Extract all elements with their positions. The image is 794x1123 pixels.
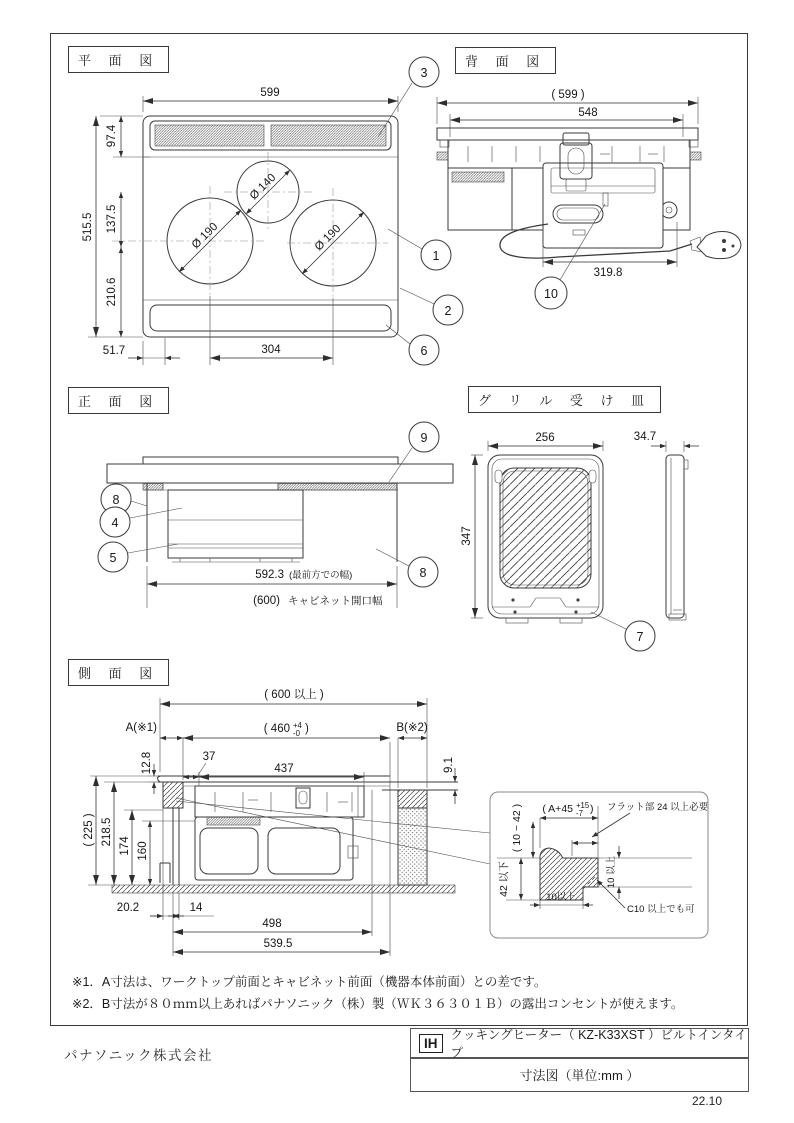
dim-304: 304	[261, 344, 281, 356]
callout-7-number: 7	[636, 630, 644, 644]
dim-a45: ( A+45	[542, 803, 573, 815]
dim-14: 14	[189, 902, 203, 914]
dim-347-depth: 34.7	[633, 431, 657, 443]
callout-8-number: 8	[112, 493, 120, 507]
grill-tray-view	[461, 431, 699, 651]
dim-460-close: )	[305, 723, 309, 735]
dim-dia140: Ø 140	[247, 171, 279, 203]
dim-10min-v: 10 以上	[606, 855, 617, 889]
plan-view	[82, 57, 463, 365]
callout-4-number: 4	[111, 516, 119, 530]
dim-225: ( 225 )	[83, 813, 95, 847]
callout-7	[591, 612, 655, 651]
plan-view-title: 平 面 図	[68, 46, 169, 73]
top-plate	[437, 128, 698, 140]
power-plug	[697, 232, 741, 259]
dim-37: 37	[202, 751, 216, 763]
footnotes	[72, 971, 683, 1015]
dim-202: 20.2	[116, 902, 140, 914]
dim-160: 160	[137, 841, 149, 861]
dim-91: 9.1	[443, 757, 455, 773]
dim-599: 599	[260, 87, 280, 99]
callout-1-number: 1	[432, 249, 440, 263]
dim-5395: 539.5	[263, 938, 293, 950]
product-name: クッキングヒーター（ KZ-K33XST ）ビルトインタイプ	[450, 1028, 747, 1060]
dim-a45-plus: +15	[576, 801, 590, 810]
callout-5	[98, 542, 178, 572]
callout-6	[386, 325, 439, 365]
dim-a45-close: )	[590, 803, 594, 815]
callout-8-right	[376, 549, 438, 587]
tray-side-profile	[666, 455, 684, 618]
callout-1	[388, 229, 451, 270]
dim-b: B(※2)	[396, 722, 428, 734]
dim-600min: ( 600 以上 )	[264, 689, 324, 701]
dim-600: (600)	[253, 595, 280, 607]
dim-42max: 42 以下	[498, 861, 510, 897]
grill-tray-title: グ リ ル 受 け 皿	[468, 386, 661, 413]
dim-548: 548	[578, 107, 598, 119]
dim-1042: ( 10 ~ 42 )	[511, 803, 523, 853]
doc-type: 寸法図（単位:mm ）	[519, 1067, 640, 1083]
revision-date: 22.10	[692, 1094, 723, 1108]
dim-dia190-left: Ø 190	[189, 220, 221, 252]
dim-3198: 319.8	[593, 267, 623, 279]
dim-599-ref: ( 599 )	[551, 89, 585, 101]
front-trim	[150, 305, 391, 331]
dim-460-tol-minus: -0	[293, 729, 300, 738]
callout-5-number: 5	[109, 551, 117, 565]
dim-a: A(※1)	[125, 722, 157, 734]
dim-174: 174	[119, 836, 131, 856]
cabinet-wall	[398, 808, 427, 885]
callout-3-number: 3	[420, 66, 428, 80]
dim-517: 51.7	[102, 345, 126, 357]
callout-10-number: 10	[544, 287, 558, 301]
chassis-side	[195, 786, 364, 817]
worktop-slab	[107, 464, 453, 483]
vent-grille-right	[271, 125, 386, 146]
side-vent	[207, 817, 260, 825]
chamfer-note: C10 以上でも可	[627, 904, 695, 915]
note-1: ※1．A寸法は、ワークトップ前面とキャビネット前面（機器本体前面）との差です。	[72, 975, 547, 989]
callout-2	[400, 288, 463, 325]
tray-basin	[500, 468, 591, 588]
dim-600-note: キャビネット開口幅	[288, 595, 383, 607]
dim-460: ( 460	[263, 723, 290, 735]
side-view-title: 側 面 図	[68, 659, 169, 686]
handle-notch	[492, 598, 599, 607]
cabinet-shelf	[112, 885, 455, 893]
dim-498: 498	[262, 918, 282, 930]
dim-128: 12.8	[141, 751, 153, 775]
company-name: パナソニック株式会社	[64, 1048, 214, 1063]
callout-3	[378, 57, 439, 137]
callout-4	[100, 507, 182, 537]
side-view	[83, 687, 490, 956]
callout-9	[389, 422, 439, 482]
flat-note: フラット部 24 以上必要	[607, 802, 709, 813]
dim-1375: 137.5	[106, 204, 118, 234]
dim-256: 256	[535, 432, 555, 444]
callout-6-number: 6	[420, 344, 428, 358]
dim-a45-minus: -7	[576, 809, 583, 818]
dim-437: 437	[274, 763, 294, 775]
dim-5923: 592.3	[255, 569, 284, 581]
title-block-product-row	[411, 1029, 748, 1059]
installation-detail	[490, 792, 709, 938]
dim-2106: 210.6	[106, 277, 118, 307]
ih-logo: IH	[419, 1034, 443, 1053]
rear-view	[437, 89, 741, 309]
callout-8b-number: 8	[419, 566, 427, 580]
front-view	[98, 422, 453, 608]
note-2: ※2．B寸法が８０ｍｍ以上あればパナソニック（株）製（ＷＫ３６３０１Ｂ）の露出コンセントが使えます。	[72, 997, 684, 1011]
callout-9-number: 9	[420, 431, 428, 445]
dim-5155: 515.5	[82, 212, 94, 242]
callout-2-number: 2	[444, 304, 452, 318]
dim-2185: 218.5	[101, 817, 113, 847]
top-plate-edge	[143, 457, 398, 464]
dim-5923-note: (最前方での幅)	[289, 570, 353, 581]
title-block	[410, 1028, 749, 1092]
dim-974: 97.4	[106, 124, 118, 148]
dim-10min-h: 10以上	[546, 892, 576, 903]
front-view-title: 正 面 図	[68, 387, 169, 414]
vent-grille-left	[155, 125, 264, 146]
worktop-section	[163, 782, 183, 808]
dim-347: 347	[461, 526, 473, 546]
dim-460-tol-plus: +4	[293, 721, 302, 730]
dim-dia190-right: Ø 190	[312, 222, 344, 254]
rear-view-title: 背 面 図	[455, 47, 556, 74]
rear-vent	[452, 172, 504, 182]
